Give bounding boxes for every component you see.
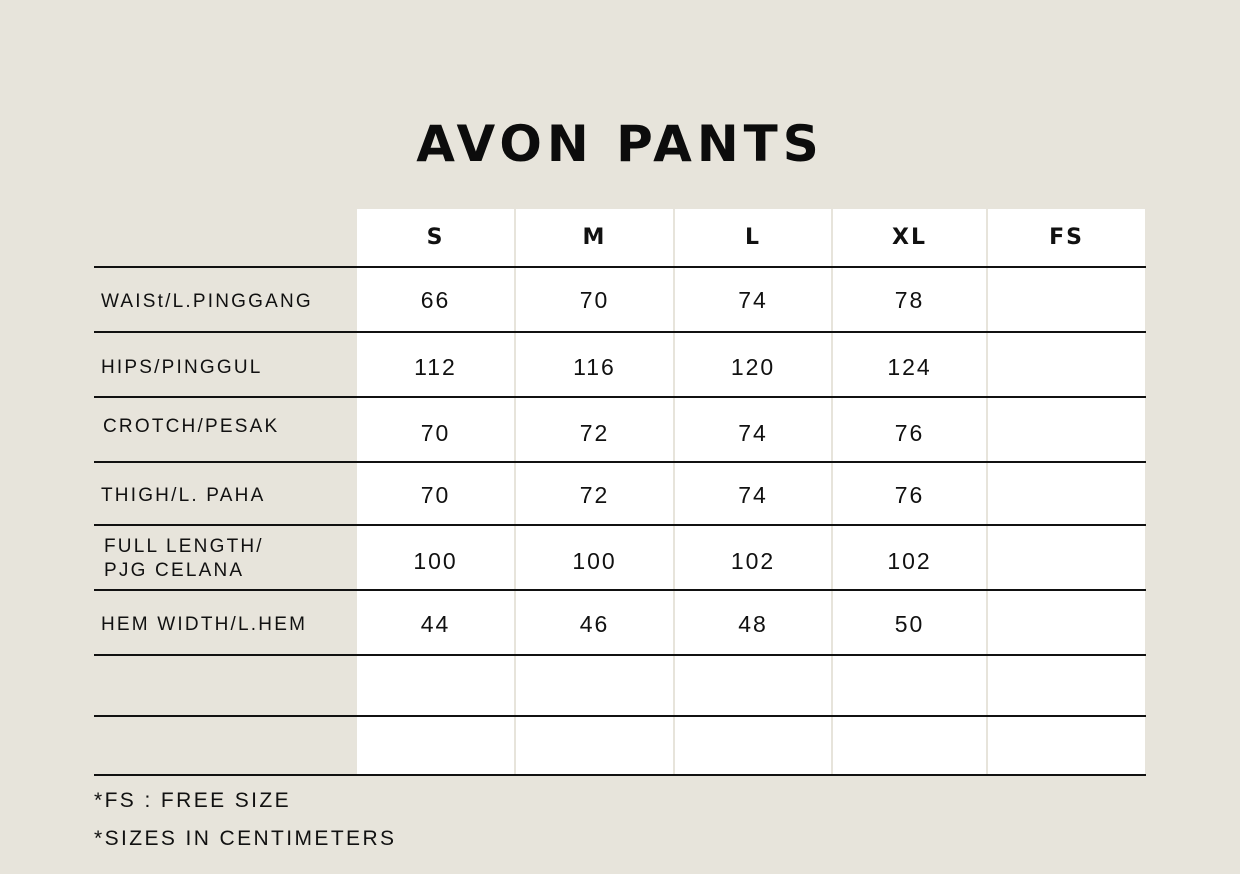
table-cell: 76 xyxy=(894,420,925,446)
table-cell: 74 xyxy=(738,287,768,313)
row-label-thigh: THIGH/L. PAHA xyxy=(101,485,266,506)
table-cell: 48 xyxy=(738,611,768,637)
table-cell: 50 xyxy=(894,611,925,637)
table-rule xyxy=(94,331,1146,333)
column-header-m: M xyxy=(582,225,607,250)
table-cell: 70 xyxy=(420,482,451,508)
column-bg-fs xyxy=(988,209,1145,775)
table-rule xyxy=(94,715,1146,717)
row-label-crotch: CROTCH/PESAK xyxy=(103,416,280,437)
table-cell: 124 xyxy=(887,354,932,380)
table-rule xyxy=(94,654,1146,656)
table-cell: 70 xyxy=(420,420,451,446)
row-label-hips: HIPS/PINGGUL xyxy=(101,357,263,378)
table-cell: 46 xyxy=(579,611,610,637)
table-rule xyxy=(94,589,1146,591)
column-header-fs: FS xyxy=(1049,225,1084,250)
table-rule xyxy=(94,461,1146,463)
table-cell: 70 xyxy=(579,287,610,313)
table-cell: 112 xyxy=(414,354,457,380)
table-rule xyxy=(94,774,1146,776)
table-cell: 102 xyxy=(887,548,932,574)
table-cell: 72 xyxy=(579,420,610,446)
table-rule xyxy=(94,396,1146,398)
column-header-xl: XL xyxy=(892,225,927,250)
row-label-waist: WAISt/L.PINGGANG xyxy=(101,291,313,312)
table-cell: 120 xyxy=(730,354,776,380)
footnote-units: *SIZES IN CENTIMETERS xyxy=(94,827,397,850)
table-cell: 44 xyxy=(420,611,451,637)
table-cell: 74 xyxy=(738,420,768,446)
row-label-full-length-line1: FULL LENGTH/ xyxy=(104,536,264,557)
table-cell: 74 xyxy=(738,482,768,508)
column-header-l: L xyxy=(744,225,762,250)
table-cell: 100 xyxy=(413,548,458,574)
table-rule xyxy=(94,524,1146,526)
chart-title: AVON PANTS xyxy=(416,115,824,173)
table-cell: 66 xyxy=(420,287,451,313)
table-cell: 72 xyxy=(579,482,610,508)
table-cell: 78 xyxy=(894,287,925,313)
table-cell: 100 xyxy=(572,548,617,574)
row-label-full-length-line2: PJG CELANA xyxy=(104,560,245,581)
table-cell: 116 xyxy=(573,354,616,380)
table-cell: 76 xyxy=(894,482,925,508)
table-cell: 102 xyxy=(730,548,776,574)
table-rule xyxy=(94,266,1146,268)
column-header-s: S xyxy=(426,225,445,250)
row-label-hem-width: HEM WIDTH/L.HEM xyxy=(101,614,308,635)
footnote-free-size: *FS : FREE SIZE xyxy=(94,789,292,812)
